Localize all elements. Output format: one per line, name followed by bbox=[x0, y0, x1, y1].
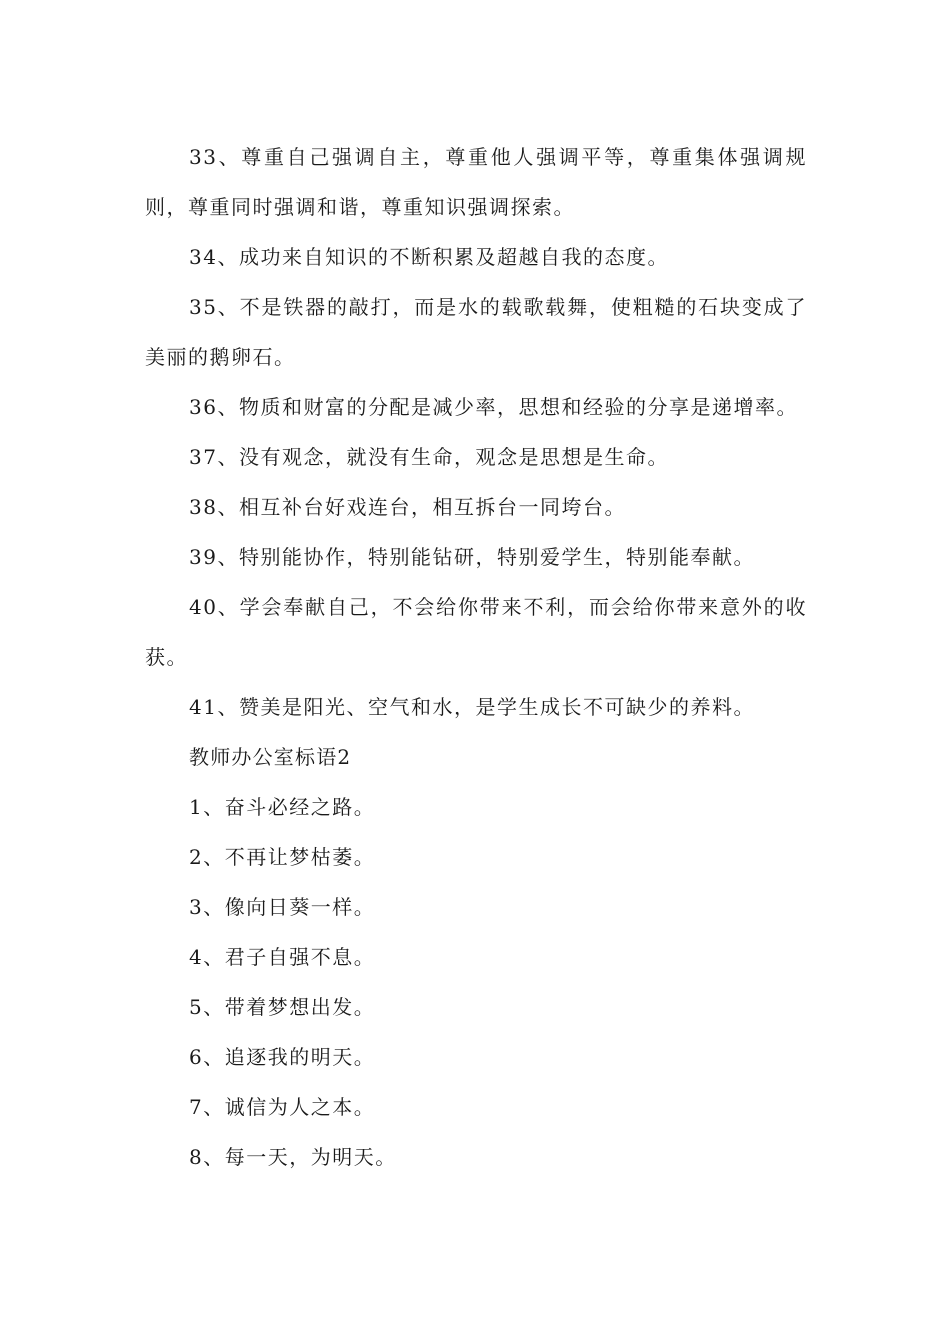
slogan-37: 37、没有观念，就没有生命，观念是思想是生命。 bbox=[189, 445, 669, 469]
slogan-2: 2、不再让梦枯萎。 bbox=[189, 845, 376, 869]
slogan-6: 6、追逐我的明天。 bbox=[189, 1045, 376, 1069]
slogan-5: 5、带着梦想出发。 bbox=[189, 995, 376, 1019]
slogan-7: 7、诚信为人之本。 bbox=[189, 1095, 376, 1119]
slogan-33: 33、尊重自己强调自主，尊重他人强调平等，尊重集体强调规则，尊重同时强调和谐，尊重知识强调探索。 bbox=[145, 145, 807, 219]
slogan-41: 41、赞美是阳光、空气和水，是学生成长不可缺少的养料。 bbox=[189, 695, 755, 719]
slogan-38: 38、相互补台好戏连台，相互拆台一同垮台。 bbox=[189, 495, 626, 519]
document-body bbox=[145, 132, 807, 1182]
slogan-8: 8、每一天，为明天。 bbox=[189, 1145, 397, 1169]
slogan-1: 1、奋斗必经之路。 bbox=[189, 795, 376, 819]
slogan-36: 36、物质和财富的分配是减少率，思想和经验的分享是递增率。 bbox=[189, 395, 798, 419]
slogan-35: 35、不是铁器的敲打，而是水的载歌载舞，使粗糙的石块变成了美丽的鹅卵石。 bbox=[145, 295, 807, 369]
section-heading: 教师办公室标语2 bbox=[189, 745, 352, 769]
slogan-39: 39、特别能协作，特别能钻研，特别爱学生，特别能奉献。 bbox=[189, 545, 755, 569]
slogan-3: 3、像向日葵一样。 bbox=[189, 895, 376, 919]
slogan-4: 4、君子自强不息。 bbox=[189, 945, 376, 969]
slogan-40: 40、学会奉献自己，不会给你带来不利，而会给你带来意外的收获。 bbox=[145, 595, 807, 669]
slogan-34: 34、成功来自知识的不断积累及超越自我的态度。 bbox=[189, 245, 669, 269]
